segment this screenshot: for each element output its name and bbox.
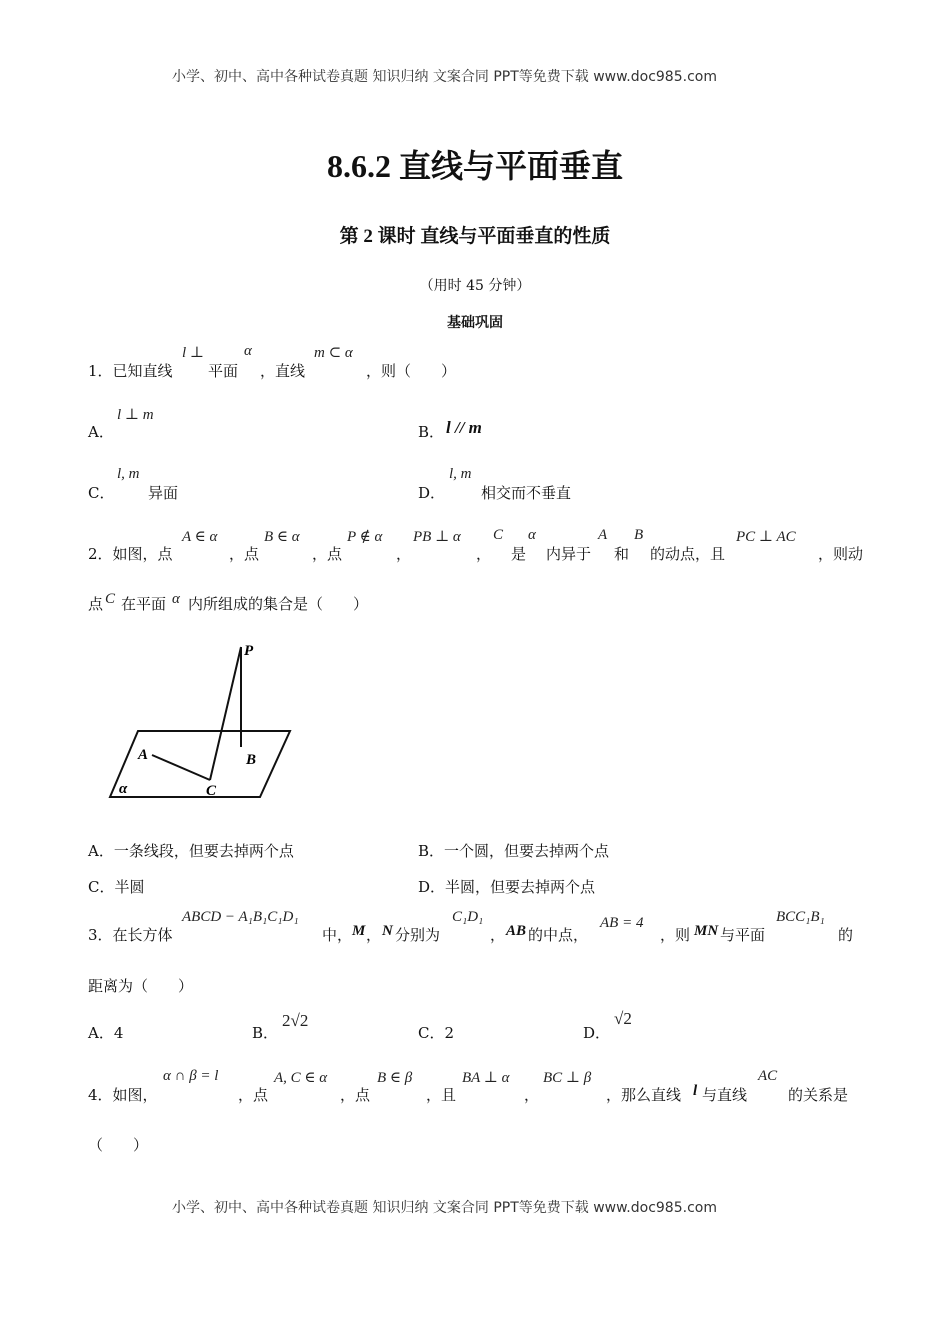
q1-text-b: 平面 — [208, 362, 239, 380]
q4-text-d: ，且 — [426, 1086, 457, 1104]
segment-AC — [152, 755, 210, 780]
q4-text-e: ， — [524, 1086, 540, 1104]
q3-N: N — [382, 923, 393, 939]
q2-math-8: B — [634, 527, 644, 543]
q3-text-c: ， — [366, 926, 382, 944]
q1-option-a-label: A． — [88, 423, 114, 441]
q3-text-a: 3．在长方体 — [88, 926, 173, 944]
q3-math-3: AB = 4 — [600, 915, 644, 931]
q4-math-4: BA ⊥ α — [462, 1070, 510, 1086]
label-alpha: α — [119, 781, 128, 797]
q4-text-a: 4．如图， — [88, 1086, 158, 1104]
q1-option-a-math: l ⊥ m — [117, 407, 154, 423]
q2-math-6: α — [528, 527, 536, 543]
q4-text-c: ，点 — [340, 1086, 371, 1104]
page-subtitle: 第 2 课时 直线与平面垂直的性质 — [339, 226, 611, 247]
page-title: 8.6.2 直线与平面垂直 — [326, 148, 623, 184]
page-header: 小学、初中、高中各种试卷真题 知识归纳 文案合同 PPT等免费下载 www.doc985.com — [172, 69, 717, 85]
q2-text-d: ， — [396, 545, 412, 563]
q3-text-h: 与平面 — [720, 926, 766, 944]
label-P: P — [244, 643, 254, 659]
q2-math-3: P ∉ α — [347, 529, 383, 545]
q4-text-g: 与直线 — [702, 1086, 748, 1104]
q4-l: l — [693, 1083, 698, 1099]
q1-text-c: ，直线 — [260, 362, 306, 380]
q3-math-4: BCC₁B₁ — [776, 909, 825, 925]
q4-math-6: AC — [758, 1068, 778, 1084]
q2-text-a: 2．如图，点 — [88, 545, 173, 563]
q1-option-c-math: l, m — [117, 466, 140, 482]
q2-math-1: A ∈ α — [182, 529, 218, 545]
q2-line2-math-2: α — [172, 591, 180, 607]
label-A: A — [138, 747, 149, 763]
q3-option-a: A．4 — [88, 1024, 124, 1042]
q2-line2-math-1: C — [105, 591, 116, 607]
q2-text-h: 和 — [614, 545, 630, 563]
q1-option-c-text: 异面 — [148, 484, 179, 502]
q3-text-b: 中， — [322, 926, 353, 944]
q1-option-d-label: D． — [418, 484, 446, 502]
q3-option-d-label: D． — [583, 1024, 611, 1042]
q1-math-1: l ⊥ — [182, 345, 205, 361]
q1-option-b-label: B． — [418, 423, 445, 441]
q4-text-f: ，那么直线 — [606, 1086, 682, 1104]
q3-M: M — [352, 923, 366, 939]
q1-math-3: m ⊂ α — [314, 345, 353, 361]
q2-option-a: A．一条线段，但要去掉两个点 — [88, 842, 294, 860]
q2-text-b: ，点 — [229, 545, 260, 563]
label-B: B — [246, 752, 257, 768]
q3-MN: MN — [694, 923, 719, 939]
q1-option-d-text: 相交而不垂直 — [481, 484, 572, 502]
q2-line2-a: 点 — [88, 595, 104, 613]
q2-figure — [100, 635, 300, 810]
q2-text-e: ， — [476, 545, 492, 563]
q3-option-b-label: B． — [252, 1024, 279, 1042]
q2-text-j: ，则动 — [818, 545, 864, 563]
q1-text-a: 1．已知直线 — [88, 362, 173, 380]
q3-option-c: C．2 — [418, 1024, 455, 1042]
q4-line2: （ ） — [88, 1136, 149, 1154]
q2-text-g: 内异于 — [546, 545, 592, 563]
segment-PC — [210, 647, 241, 780]
plane-alpha — [110, 731, 290, 797]
q4-math-3: B ∈ β — [377, 1070, 413, 1086]
q3-text-d: 分别为 — [395, 926, 441, 944]
q2-math-2: B ∈ α — [264, 529, 300, 545]
q1-math-2: α — [244, 343, 252, 359]
q2-math-5: C — [493, 527, 504, 543]
q2-line2-c: 内所组成的集合是（ ） — [188, 595, 369, 613]
q4-math-1: α ∩ β = l — [163, 1068, 219, 1084]
q1-option-d-math: l, m — [449, 466, 472, 482]
q3-text-g: ，则 — [660, 926, 691, 944]
q3-text-i: 的 — [838, 926, 854, 944]
q4-text-b: ，点 — [238, 1086, 269, 1104]
q3-text-e: ， — [490, 926, 506, 944]
q2-math-4: PB ⊥ α — [413, 529, 461, 545]
q3-text-f: 的中点， — [528, 926, 589, 944]
q2-math-9: PC ⊥ AC — [736, 529, 796, 545]
q3-AB: AB — [506, 923, 527, 939]
q3-option-d-math: √2 — [614, 1009, 632, 1028]
q2-line2-b: 在平面 — [121, 595, 167, 613]
q2-option-b: B．一个圆，但要去掉两个点 — [418, 842, 610, 860]
q3-line2: 距离为（ ） — [88, 977, 194, 995]
q4-text-h: 的关系是 — [788, 1086, 849, 1104]
section-heading: 基础巩固 — [447, 315, 503, 331]
label-C: C — [206, 783, 217, 799]
time-note: （用时 45 分钟） — [419, 278, 531, 294]
q4-math-2: A, C ∈ α — [274, 1070, 328, 1086]
q2-text-i: 的动点，且 — [650, 545, 726, 563]
q2-option-d: D．半圆，但要去掉两个点 — [418, 878, 596, 896]
q2-math-7: A — [598, 527, 608, 543]
q1-option-b-math: l // m — [446, 418, 482, 437]
q2-text-f: 是 — [511, 545, 527, 563]
q1-text-d: ，则（ ） — [366, 362, 457, 380]
q4-math-5: BC ⊥ β — [543, 1070, 592, 1086]
q1-option-c-label: C． — [88, 484, 115, 502]
q3-option-b-math: 2√2 — [282, 1011, 309, 1030]
q2-option-c: C．半圆 — [88, 878, 145, 896]
q2-text-c: ，点 — [312, 545, 343, 563]
q3-math-1: ABCD − A₁B₁C₁D₁ — [182, 909, 299, 925]
q3-math-2: C₁D₁ — [452, 909, 484, 925]
page-footer: 小学、初中、高中各种试卷真题 知识归纳 文案合同 PPT等免费下载 www.doc985.com — [172, 1200, 717, 1216]
